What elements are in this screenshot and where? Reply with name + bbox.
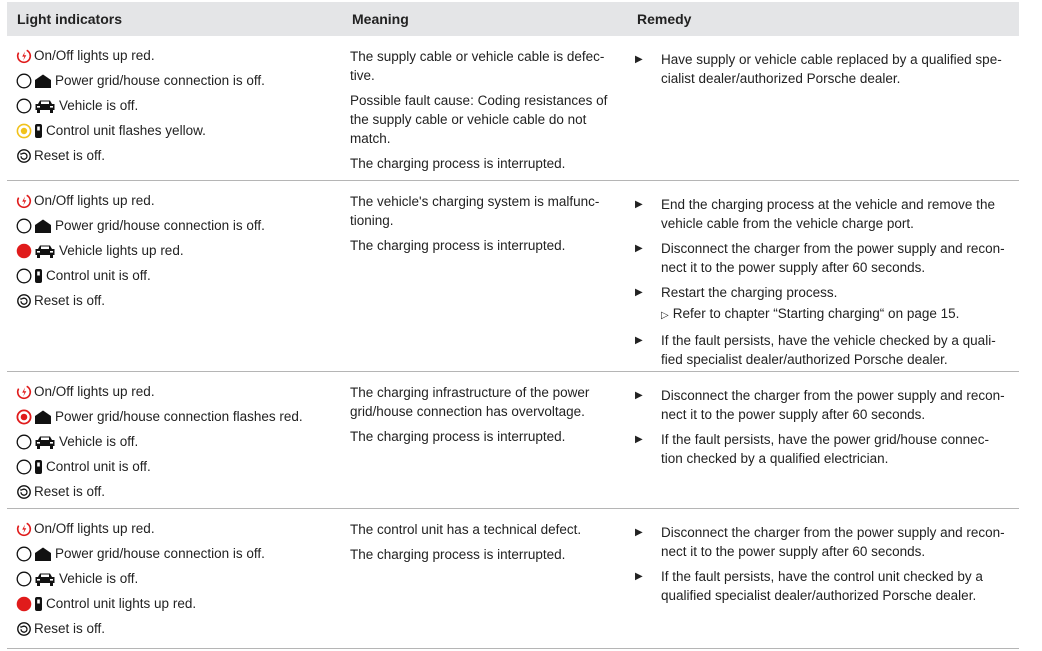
- bullet-arrow-icon: ▶: [635, 571, 643, 582]
- status-light-icon: [16, 73, 32, 89]
- remedy-cell: [627, 181, 1019, 371]
- control-unit-icon: [34, 596, 46, 612]
- indicator-line: [16, 479, 342, 504]
- indicator-line: [16, 68, 342, 93]
- remedy-cell: [627, 509, 1019, 648]
- vehicle-icon: [34, 243, 59, 259]
- bullet-arrow-icon: ▶: [635, 199, 643, 210]
- indicator-text: Power grid/house connection is off.: [55, 546, 265, 561]
- status-light-icon: [16, 98, 32, 114]
- vehicle-icon: [34, 571, 59, 587]
- meaning-text: The supply cable or vehicle cable is defec- tive.: [350, 49, 605, 83]
- indicators-cell: [7, 181, 342, 371]
- remedy-text: If the fault persists, have the power grid/house connec- tion checked by a qualified electrician.: [661, 432, 989, 466]
- remedy-item: [635, 567, 1019, 605]
- indicator-line: [16, 454, 342, 479]
- remedy-text: End the charging process at the vehicle and remove the vehicle cable from the vehicle charge port.: [661, 197, 995, 231]
- indicator-line: [16, 379, 342, 404]
- power-grid-icon: [34, 546, 55, 562]
- control-unit-icon: [34, 268, 46, 284]
- power-grid-icon: [34, 409, 55, 425]
- meaning-cell: [342, 509, 627, 648]
- meaning-cell: [342, 36, 627, 180]
- remedy-item: [635, 386, 1019, 424]
- status-light-icon: [16, 596, 32, 612]
- indicator-line: [16, 566, 342, 591]
- reset-icon: [16, 621, 32, 637]
- indicator-text: On/Off lights up red.: [34, 48, 155, 63]
- reset-icon: [16, 148, 32, 164]
- remedy-text: If the fault persists, have the control unit checked by a qualified specialist dealer/authorized Porsche dealer.: [661, 569, 983, 603]
- header-meaning: Meaning: [352, 11, 409, 27]
- remedy-item: [635, 239, 1019, 277]
- chapter-reference[interactable]: [635, 304, 1019, 325]
- indicator-text: Vehicle lights up red.: [59, 243, 184, 258]
- bullet-arrow-icon: ▶: [635, 243, 643, 254]
- indicator-text: Control unit is off.: [46, 268, 151, 283]
- indicator-text: On/Off lights up red.: [34, 521, 155, 536]
- indicator-text: Reset is off.: [34, 484, 106, 499]
- remedy-text: If the fault persists, have the vehicle checked by a quali- fied specialist dealer/authorized Porsche dealer.: [661, 333, 996, 367]
- indicator-line: [16, 516, 342, 541]
- remedy-item: [635, 331, 1019, 369]
- status-light-icon: [16, 546, 32, 562]
- status-light-icon: [16, 409, 32, 425]
- bullet-arrow-icon: ▶: [635, 54, 643, 65]
- indicators-cell: [7, 372, 342, 508]
- status-light-icon: [16, 268, 32, 284]
- meaning-cell: [342, 181, 627, 371]
- meaning-cell: [342, 372, 627, 508]
- indicator-text: On/Off lights up red.: [34, 384, 155, 399]
- remedy-item: [635, 283, 1019, 302]
- vehicle-icon: [34, 434, 59, 450]
- indicator-text: Power grid/house connection is off.: [55, 73, 265, 88]
- power-icon: [16, 48, 32, 64]
- indicator-line: [16, 118, 342, 143]
- indicator-line: [16, 238, 342, 263]
- indicator-line: [16, 404, 342, 429]
- bullet-arrow-icon: ▶: [635, 335, 643, 346]
- indicator-text: Vehicle is off.: [59, 571, 139, 586]
- header-remedy: Remedy: [637, 11, 692, 27]
- power-grid-icon: [34, 73, 55, 89]
- control-unit-icon: [34, 459, 46, 475]
- status-light-icon: [16, 571, 32, 587]
- table-row: [7, 181, 1019, 372]
- bullet-arrow-icon: ▶: [635, 287, 643, 298]
- bullet-arrow-icon: ▶: [635, 390, 643, 401]
- indicator-line: [16, 591, 342, 616]
- reference-text: Refer to chapter “Starting charging“ on page 15.: [672, 306, 960, 321]
- remedy-item: [635, 523, 1019, 561]
- indicator-line: [16, 541, 342, 566]
- reset-icon: [16, 484, 32, 500]
- indicator-line: [16, 143, 342, 168]
- indicator-text: Reset is off.: [34, 293, 106, 308]
- indicator-line: [16, 213, 342, 238]
- table-row: [7, 36, 1019, 181]
- remedy-text: Disconnect the charger from the power supply and recon- nect it to the power supply after 60 seconds.: [661, 525, 1005, 559]
- indicator-line: [16, 429, 342, 454]
- indicator-text: Power grid/house connection flashes red.: [55, 409, 303, 424]
- power-grid-icon: [34, 218, 55, 234]
- reset-icon: [16, 293, 32, 309]
- meaning-text: The charging process is interrupted.: [350, 429, 566, 444]
- meaning-text: The control unit has a technical defect.: [350, 522, 582, 537]
- indicator-line: [16, 263, 342, 288]
- indicator-text: Power grid/house connection is off.: [55, 218, 265, 233]
- header-light-indicators: Light indicators: [17, 11, 122, 27]
- remedy-text: Have supply or vehicle cable replaced by a qualified spe- cialist dealer/authorized Porsche dealer.: [661, 52, 1002, 86]
- indicator-line: [16, 616, 342, 641]
- bullet-arrow-icon: ▶: [635, 527, 643, 538]
- indicators-cell: [7, 509, 342, 648]
- remedy-item: [635, 430, 1019, 468]
- status-light-icon: [16, 243, 32, 259]
- status-light-icon: [16, 459, 32, 475]
- status-light-icon: [16, 218, 32, 234]
- indicator-line: [16, 43, 342, 68]
- indicator-text: On/Off lights up red.: [34, 193, 155, 208]
- vehicle-icon: [34, 98, 59, 114]
- remedy-cell: [627, 36, 1019, 180]
- table-row: [7, 372, 1019, 509]
- remedy-item: [635, 50, 1019, 88]
- indicator-text: Vehicle is off.: [59, 434, 139, 449]
- indicator-line: [16, 93, 342, 118]
- remedy-text: Disconnect the charger from the power supply and recon- nect it to the power supply after 60 seconds.: [661, 241, 1005, 275]
- meaning-text: The charging process is interrupted.: [350, 547, 566, 562]
- power-icon: [16, 521, 32, 537]
- table-header: [7, 2, 1019, 36]
- indicator-text: Reset is off.: [34, 621, 106, 636]
- status-light-icon: [16, 434, 32, 450]
- remedy-text: Restart the charging process.: [661, 285, 838, 300]
- indicator-text: Control unit lights up red.: [46, 596, 197, 611]
- indicator-line: [16, 188, 342, 213]
- power-icon: [16, 384, 32, 400]
- power-icon: [16, 193, 32, 209]
- meaning-text: The vehicle's charging system is malfunc- tioning.: [350, 194, 600, 228]
- reference-arrow-icon: ▷: [661, 310, 669, 321]
- indicators-cell: [7, 36, 342, 180]
- indicator-text: Vehicle is off.: [59, 98, 139, 113]
- meaning-text: The charging infrastructure of the power grid/house connection has overvoltage.: [350, 385, 590, 419]
- remedy-item: [635, 195, 1019, 233]
- indicator-text: Control unit is off.: [46, 459, 151, 474]
- meaning-text: The charging process is interrupted.: [350, 238, 566, 253]
- status-light-icon: [16, 123, 32, 139]
- remedy-cell: [627, 372, 1019, 508]
- remedy-text: Disconnect the charger from the power supply and recon- nect it to the power supply after 60 seconds.: [661, 388, 1005, 422]
- table-row: [7, 509, 1019, 649]
- indicator-text: Reset is off.: [34, 148, 106, 163]
- meaning-text: The charging process is interrupted.: [350, 156, 566, 171]
- light-indicators-table: [7, 2, 1019, 636]
- indicator-line: [16, 288, 342, 313]
- bullet-arrow-icon: ▶: [635, 434, 643, 445]
- meaning-text: Possible fault cause: Coding resistances of the supply cable or vehicle cable do not match.: [350, 93, 608, 146]
- indicator-text: Control unit flashes yellow.: [46, 123, 206, 138]
- control-unit-icon: [34, 123, 46, 139]
